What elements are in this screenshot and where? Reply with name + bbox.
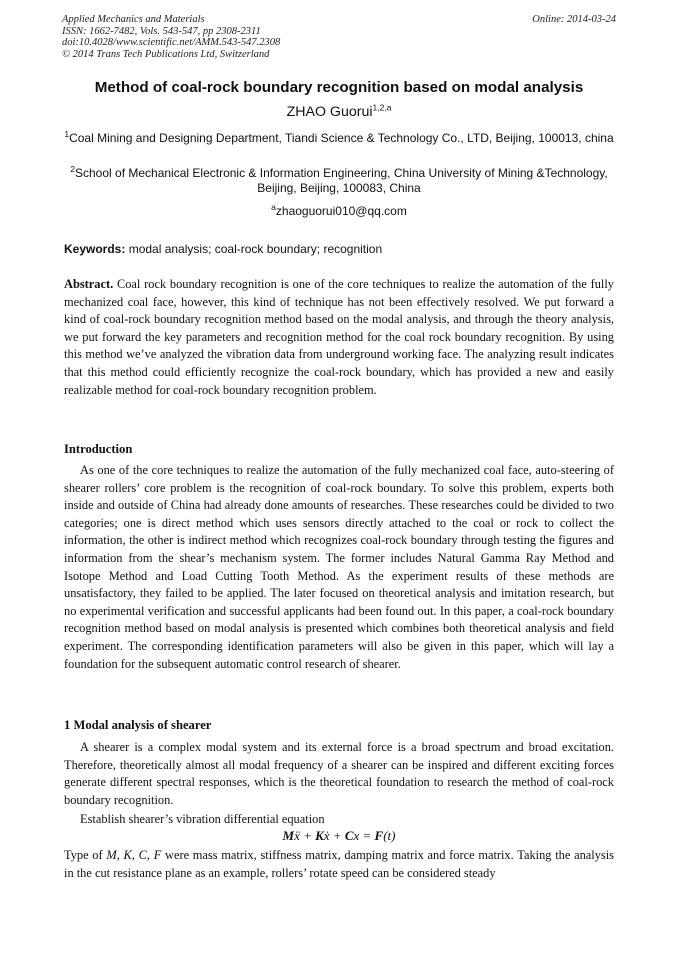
journal-header bbox=[62, 14, 616, 60]
introduction-text: As one of the core techniques to realize the automation of the fully mechanized coal face, auto-steering of shearer rollers’ core problem is the recognition of coal-rock boundary. To solve this problem, experts both inside and outside of China had already done amounts of researches. These researches could be divided to two categories; one is direct method which uses sensors directly attached to the coal or rock to collect the information, the other is indirect method which recognizes coal-rock boundary through testing the figures and information from the shear’s mechanism system. The former includes Natural Gamma Ray Method and Isotope Method and Load Cutting Tooth Method. As the experiment results of these methods are unsatisfactory, they failed to be applied. The later focused on theoretical analysis and imitation research, but no experimental verification and successful applicants had been found out. In this paper, a coal-rock boundary recognition method based on modal analysis is presented which combines both theoretical analysis and field experiment. The corresponding identification parameters will also be given in this paper, which will lay a foundation for the subsequent automatic control research of shearer. bbox=[64, 463, 614, 671]
eq-M: M bbox=[282, 828, 295, 843]
affiliation-2-sup: 2 bbox=[70, 164, 75, 174]
email-sup: a bbox=[271, 202, 276, 212]
email-address: zhaoguorui010@qq.com bbox=[275, 204, 407, 218]
p2-c3: , bbox=[146, 848, 154, 862]
abstract bbox=[64, 276, 614, 399]
author-line bbox=[40, 102, 638, 122]
author-name: ZHAO Guorui bbox=[286, 104, 373, 120]
affiliation-1-text: Coal Mining and Designing Department, Tiandi Science & Technology Co., LTD, Beijing, 100013, china bbox=[69, 131, 614, 145]
journal-name: Applied Mechanics and Materials bbox=[62, 14, 205, 25]
p2-K: K bbox=[123, 848, 132, 862]
eq-t: (t) bbox=[383, 828, 396, 843]
eq-x: x = bbox=[353, 828, 375, 843]
p2-c1: , bbox=[116, 848, 124, 862]
eq-xdd: ẍ + bbox=[294, 828, 316, 843]
email-line bbox=[40, 203, 638, 219]
section1-paragraph-2 bbox=[64, 847, 614, 882]
eq-F: F bbox=[374, 828, 384, 843]
section1-heading: 1 Modal analysis of shearer bbox=[64, 718, 212, 732]
doi: doi:10.4028/www.scientific.net/AMM.543-547.2308 bbox=[62, 37, 281, 49]
abstract-label: Abstract. bbox=[64, 277, 114, 291]
affiliation-2 bbox=[64, 166, 614, 195]
eq-xd: ẋ + bbox=[323, 828, 345, 843]
eq-K: K bbox=[315, 828, 324, 843]
p2-M: M bbox=[106, 848, 117, 862]
copyright: © 2014 Trans Tech Publications Ltd, Switzerland bbox=[62, 48, 270, 60]
eq-C: C bbox=[344, 828, 354, 843]
online-date: Online: 2014-03-24 bbox=[532, 14, 616, 25]
author-sup: 1,2,a bbox=[372, 102, 392, 113]
establish-line: Establish shearer’s vibration differential equation bbox=[80, 812, 325, 826]
vibration-equation bbox=[200, 828, 478, 844]
p2-c2: , bbox=[131, 848, 139, 862]
section1-paragraph bbox=[64, 739, 614, 809]
p2-lead: Type of bbox=[64, 848, 107, 862]
introduction-heading: Introduction bbox=[64, 442, 133, 456]
section1-text: A shearer is a complex modal system and its external force is a broad spectrum and broad excitation. Therefore, theoretically almost all modal frequency of a shearer can be inspired and different exciting forces generate different spectral responses, which is the theoretical foundation to research the method of coal-rock boundary recognition. bbox=[64, 740, 614, 807]
affiliation-2-text: School of Mechanical Electronic & Information Engineering, China University of Mining &Technology, Beijing, Beijing, 100083, China bbox=[75, 166, 608, 195]
p2-F: F bbox=[153, 848, 162, 862]
p2-rest: were mass matrix, stiffness matrix, damping matrix and force matrix. Taking the analysis in the cut resistance plane as an example, rollers’ rotate speed can be considered steady bbox=[64, 848, 614, 880]
p2-C: C bbox=[138, 848, 147, 862]
keywords bbox=[64, 241, 616, 257]
affiliation-1 bbox=[64, 131, 614, 146]
issn: ISSN: 1662-7482, Vols. 543-547, pp 2308-2311 bbox=[62, 25, 261, 37]
abstract-text: Coal rock boundary recognition is one of the core techniques to realize the automation of the fully mechanized coal face, however, this kind of technique has not been effectively resolved. We put forward a kind of coal-rock boundary recognition method based on the modal analysis, and through the theory analysis, we put forward the key parameters and recognition method for the coal rock boundary recognition. By using this method we’ve analyzed the vibration data from underground working face. The analyzing result indicates that this method could efficiently recognize the coal-rock boundary, which has provided a new and easily realizable method for coal-rock boundary recognition problem. bbox=[64, 277, 614, 397]
paper-title: Method of coal-rock boundary recognition based on modal analysis bbox=[94, 79, 584, 96]
keywords-label: Keywords: bbox=[64, 242, 126, 256]
introduction-paragraph bbox=[64, 462, 614, 673]
keywords-text: modal analysis; coal-rock boundary; recognition bbox=[125, 242, 383, 256]
affiliation-1-sup: 1 bbox=[64, 129, 70, 139]
